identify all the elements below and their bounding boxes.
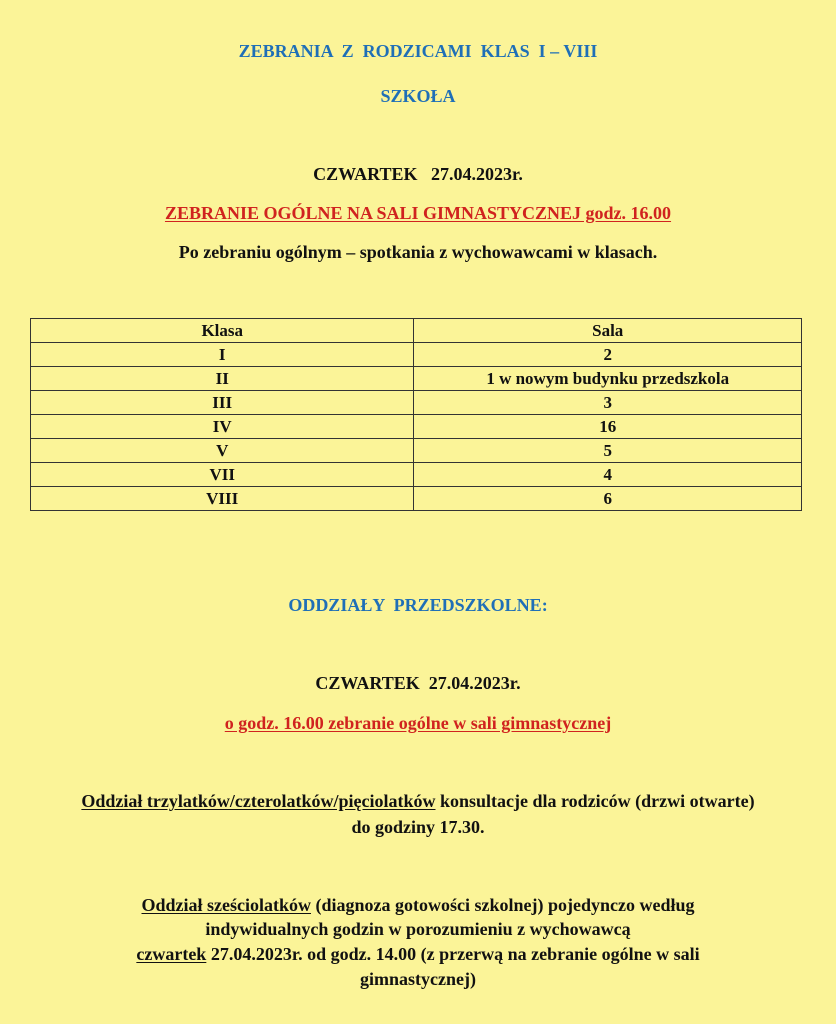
sala-cell: 4 xyxy=(414,463,802,487)
preschool-date: CZWARTEK 27.04.2023r. xyxy=(315,673,521,693)
klasa-cell: IV xyxy=(31,415,414,439)
preschool-heading: ODDZIAŁY PRZEDSZKOLNE: xyxy=(288,595,548,615)
preschool-group2-line4: gimnastycznej) xyxy=(360,969,476,989)
preschool-group2-line3 xyxy=(0,943,836,965)
sala-cell: 5 xyxy=(414,439,802,463)
table-row xyxy=(31,439,802,463)
school-general-meeting: ZEBRANIE OGÓLNE NA SALI GIMNASTYCZNEJ godz. 16.00 xyxy=(164,203,672,223)
preschool-group2-date-word: czwartek xyxy=(136,944,207,964)
sala-cell: 2 xyxy=(414,343,802,367)
table-row xyxy=(31,367,802,391)
preschool-group2-name: Oddział sześciolatków xyxy=(141,895,311,915)
preschool-group2-line1 xyxy=(0,894,836,916)
table-row xyxy=(31,391,802,415)
klasa-cell: III xyxy=(31,391,414,415)
sala-cell: 6 xyxy=(414,487,802,511)
table-row xyxy=(31,463,802,487)
preschool-general-meeting: o godz. 16.00 zebranie ogólne w sali gimnastycznej xyxy=(224,713,612,733)
preschool-group1-line1 xyxy=(0,790,836,812)
preschool-group1-line2: do godziny 17.30. xyxy=(351,817,485,837)
table-row xyxy=(31,343,802,367)
page-title: ZEBRANIA Z RODZICAMI KLAS I – VIII xyxy=(238,41,598,61)
sala-cell: 16 xyxy=(414,415,802,439)
sala-cell: 1 w nowym budynku przedszkola xyxy=(414,367,802,391)
preschool-group2-schedule: 27.04.2023r. od godz. 14.00 (z przerwą na zebranie ogólne w sali xyxy=(206,944,700,964)
sala-cell: 3 xyxy=(414,391,802,415)
preschool-group1-name: Oddział trzylatków/czterolatków/pięciolatków xyxy=(81,791,436,811)
table-header-row xyxy=(31,319,802,343)
klasa-cell: I xyxy=(31,343,414,367)
table-row xyxy=(31,487,802,511)
classroom-table xyxy=(30,318,802,511)
klasa-cell: II xyxy=(31,367,414,391)
preschool-group2-text: (diagnoza gotowości szkolnej) pojedynczo według xyxy=(311,895,695,915)
column-header-klasa: Klasa xyxy=(31,319,414,343)
klasa-cell: VII xyxy=(31,463,414,487)
klasa-cell: VIII xyxy=(31,487,414,511)
column-header-sala: Sala xyxy=(414,319,802,343)
preschool-group2-line2: indywidualnych godzin w porozumieniu z wychowawcą xyxy=(205,919,631,939)
klasa-cell: V xyxy=(31,439,414,463)
school-date: CZWARTEK 27.04.2023r. xyxy=(313,164,523,184)
page-subtitle: SZKOŁA xyxy=(380,86,456,106)
table-row xyxy=(31,415,802,439)
school-after-meeting: Po zebraniu ogólnym – spotkania z wychowawcami w klasach. xyxy=(178,242,658,262)
preschool-group1-text: konsultacje dla rodziców (drzwi otwarte) xyxy=(435,791,755,811)
